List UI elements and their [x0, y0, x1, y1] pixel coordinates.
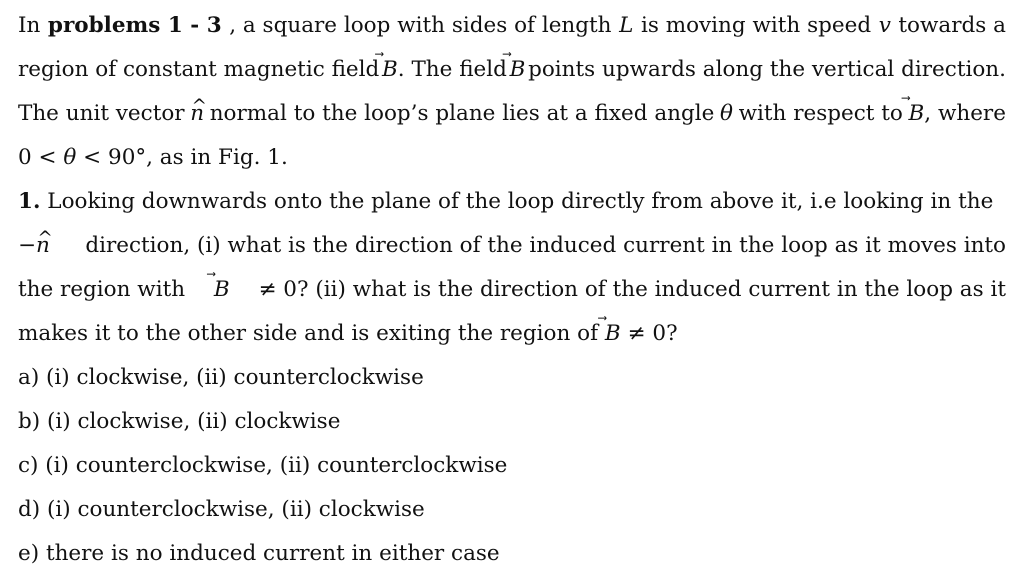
angle-symbol: θ	[720, 101, 733, 126]
field-vector-symbol: ⃗ B	[908, 92, 924, 136]
question-line-4	[18, 312, 1006, 356]
question-text: makes it to the other side and is exiting the region of	[18, 321, 599, 346]
question-text: ≠ 0?	[627, 321, 678, 346]
question-text: the region with	[18, 277, 186, 302]
intro-text: towards a	[898, 13, 1006, 38]
intro-text: normal to the loop’s plane lies at a fixed angle	[209, 101, 715, 126]
field-vector-symbol: ⃗ B	[382, 48, 398, 92]
answer-option-e[interactable]: e) there is no induced current in either case	[18, 541, 500, 566]
field-vector-symbol: ⃗ B	[214, 268, 230, 312]
question-text: Looking downwards onto the plane of the loop directly from above it, i.e looking in the	[47, 189, 994, 214]
question-line-3	[18, 268, 1006, 312]
intro-text: In	[18, 13, 41, 38]
intro-line-2	[18, 48, 1006, 92]
length-symbol: L	[619, 13, 634, 38]
normal-vector-symbol: ^ n	[190, 92, 204, 136]
answer-options	[18, 356, 1006, 576]
intro-text: , where	[924, 101, 1006, 126]
problems-range-label: problems 1 - 3	[47, 13, 222, 38]
angle-symbol: θ	[63, 145, 77, 170]
intro-line-1	[18, 4, 1006, 48]
intro-text: . The field	[397, 57, 507, 82]
normal-vector-symbol: ^ n	[36, 224, 50, 268]
intro-text: with respect to	[738, 101, 903, 126]
intro-text: points upwards along the vertical direction.	[528, 57, 1006, 82]
intro-text: , a square loop with sides of length	[229, 13, 612, 38]
intro-text: The unit vector	[18, 101, 185, 126]
question-number: 1.	[18, 189, 41, 214]
inequality-text: < 90°, as in Fig. 1.	[83, 145, 288, 170]
minus-sign: −	[18, 233, 37, 258]
answer-option-d[interactable]: d) (i) counterclockwise, (ii) clockwise	[18, 497, 425, 522]
intro-line-4	[18, 136, 1006, 180]
question-line-1	[18, 180, 1006, 224]
inequality-text: 0 <	[18, 145, 57, 170]
speed-symbol: v	[878, 13, 891, 38]
field-vector-symbol: ⃗ B	[510, 48, 526, 92]
question-text: ≠ 0? (ii) what is the direction of the induced current in the loop as it	[258, 277, 1006, 302]
field-vector-symbol: ⃗ B	[605, 312, 621, 356]
answer-option-a[interactable]: a) (i) clockwise, (ii) counterclockwise	[18, 365, 424, 390]
question-line-2	[18, 224, 1006, 268]
answer-option-b[interactable]: b) (i) clockwise, (ii) clockwise	[18, 409, 341, 434]
intro-line-3	[18, 92, 1006, 136]
question-text: direction, (i) what is the direction of the induced current in the loop as it moves into	[85, 233, 1006, 258]
intro-text: region of constant magnetic field	[18, 57, 380, 82]
answer-option-c[interactable]: c) (i) counterclockwise, (ii) counterclockwise	[18, 453, 508, 478]
intro-text: is moving with speed	[640, 13, 872, 38]
